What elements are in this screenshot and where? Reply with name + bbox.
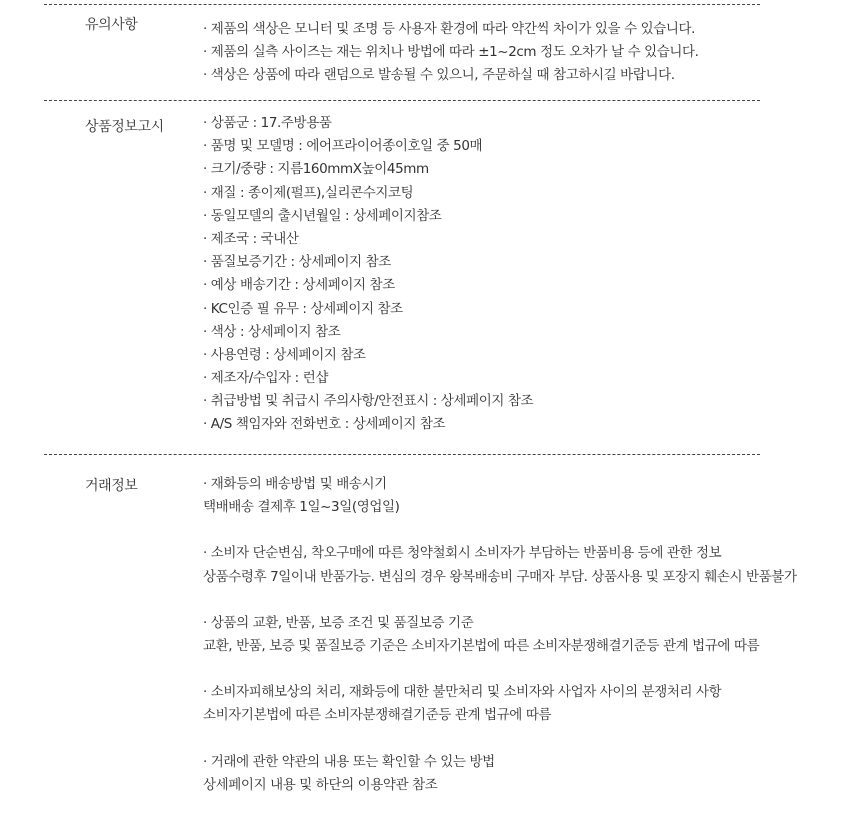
- trade-info-line: 소비자기본법에 따른 소비자분쟁해결기준등 관계 법규에 따름: [203, 707, 552, 724]
- product-info-line: · 사용연령 : 상세페이지 참조: [203, 346, 366, 363]
- trade-info-line: · 재화등의 배송방법 및 배송시기: [203, 476, 387, 492]
- product-info-divider: [44, 454, 760, 455]
- product-info-line: · 색상 : 상세페이지 참조: [203, 323, 341, 340]
- trade-info-line: · 소비자 단순변심, 착오구매에 따른 청약철회시 소비자가 부담하는 반품비용 등에 관한 정보: [203, 545, 722, 562]
- trade-info-label: 거래정보: [85, 478, 138, 494]
- trade-info-spacer: [203, 658, 797, 681]
- product-info-line: · 크기/중량 : 지름160mmX높이45mm: [203, 161, 429, 178]
- top-divider: [44, 4, 760, 5]
- product-info-list: [203, 112, 533, 437]
- notice-list: [203, 18, 699, 88]
- product-info-line: · 제조국 : 국내산: [203, 230, 299, 247]
- notice-line: · 제품의 색상은 모니터 및 조명 등 사용자 환경에 따라 약간씩 차이가 있을 수 있습니다.: [203, 21, 696, 37]
- trade-info-line: · 상품의 교환, 반품, 보증 조건 및 품질보증 기준: [203, 614, 474, 631]
- product-info-line: · 동일모델의 출시년월일 : 상세페이지참조: [203, 207, 442, 224]
- trade-info-line: · 소비자피해보상의 처리, 재화등에 대한 불만처리 및 소비자와 사업자 사이의 분쟁처리 사항: [203, 684, 722, 701]
- product-info-line: · 품질보증기간 : 상세페이지 참조: [203, 254, 391, 271]
- product-info-line: · 상품군 : 17.주방용품: [203, 115, 332, 131]
- product-info-line: · 품명 및 모델명 : 에어프라이어종이호일 중 50매: [203, 138, 483, 155]
- trade-info-spacer: [203, 519, 797, 542]
- notice-label: 유의사항: [85, 17, 138, 33]
- trade-info-line: 교환, 반품, 보증 및 품질보증 기준은 소비자기본법에 따른 소비자분쟁해결기준등 관계 법규에 따름: [203, 637, 760, 654]
- product-info-line: · KC인증 필 유무 : 상세페이지 참조: [203, 300, 403, 317]
- product-info-line: · 제조자/수입자 : 런샵: [203, 370, 328, 387]
- trade-info-line: 택배배송 결제후 1일~3일(영업일): [203, 499, 400, 516]
- notice-line: · 색상은 상품에 따라 랜덤으로 발송될 수 있으니, 주문하실 때 참고하시길 바랍니다.: [203, 67, 675, 84]
- notice-line: · 제품의 실측 사이즈는 재는 위치나 방법에 따라 ±1~2cm 정도 오차가 날 수 있습니다.: [203, 44, 699, 61]
- trade-info-spacer: [203, 728, 797, 751]
- product-info-label: 상품정보고시: [85, 119, 164, 135]
- product-info-line: · 예상 배송기간 : 상세페이지 참조: [203, 277, 395, 294]
- trade-info-line: · 거래에 관한 약관의 내용 또는 확인할 수 있는 방법: [203, 753, 495, 770]
- product-info-line: · 취급방법 및 취급시 주의사항/안전표시 : 상세페이지 참조: [203, 393, 534, 410]
- product-info-line: · A/S 책임자와 전화번호 : 상세페이지 참조: [203, 416, 446, 433]
- trade-info-line: 상세페이지 내용 및 하단의 이용약관 참조: [203, 776, 438, 793]
- product-info-line: · 재질 : 종이제(펄프),실리콘수지코팅: [203, 184, 414, 201]
- trade-info-spacer: [203, 589, 797, 612]
- trade-info-list: [203, 473, 797, 797]
- trade-info-line: 상품수령후 7일이내 반품가능. 변심의 경우 왕복배송비 구매자 부담. 상품사용 및 포장지 훼손시 반품불가: [203, 568, 797, 585]
- notice-divider: [44, 100, 760, 101]
